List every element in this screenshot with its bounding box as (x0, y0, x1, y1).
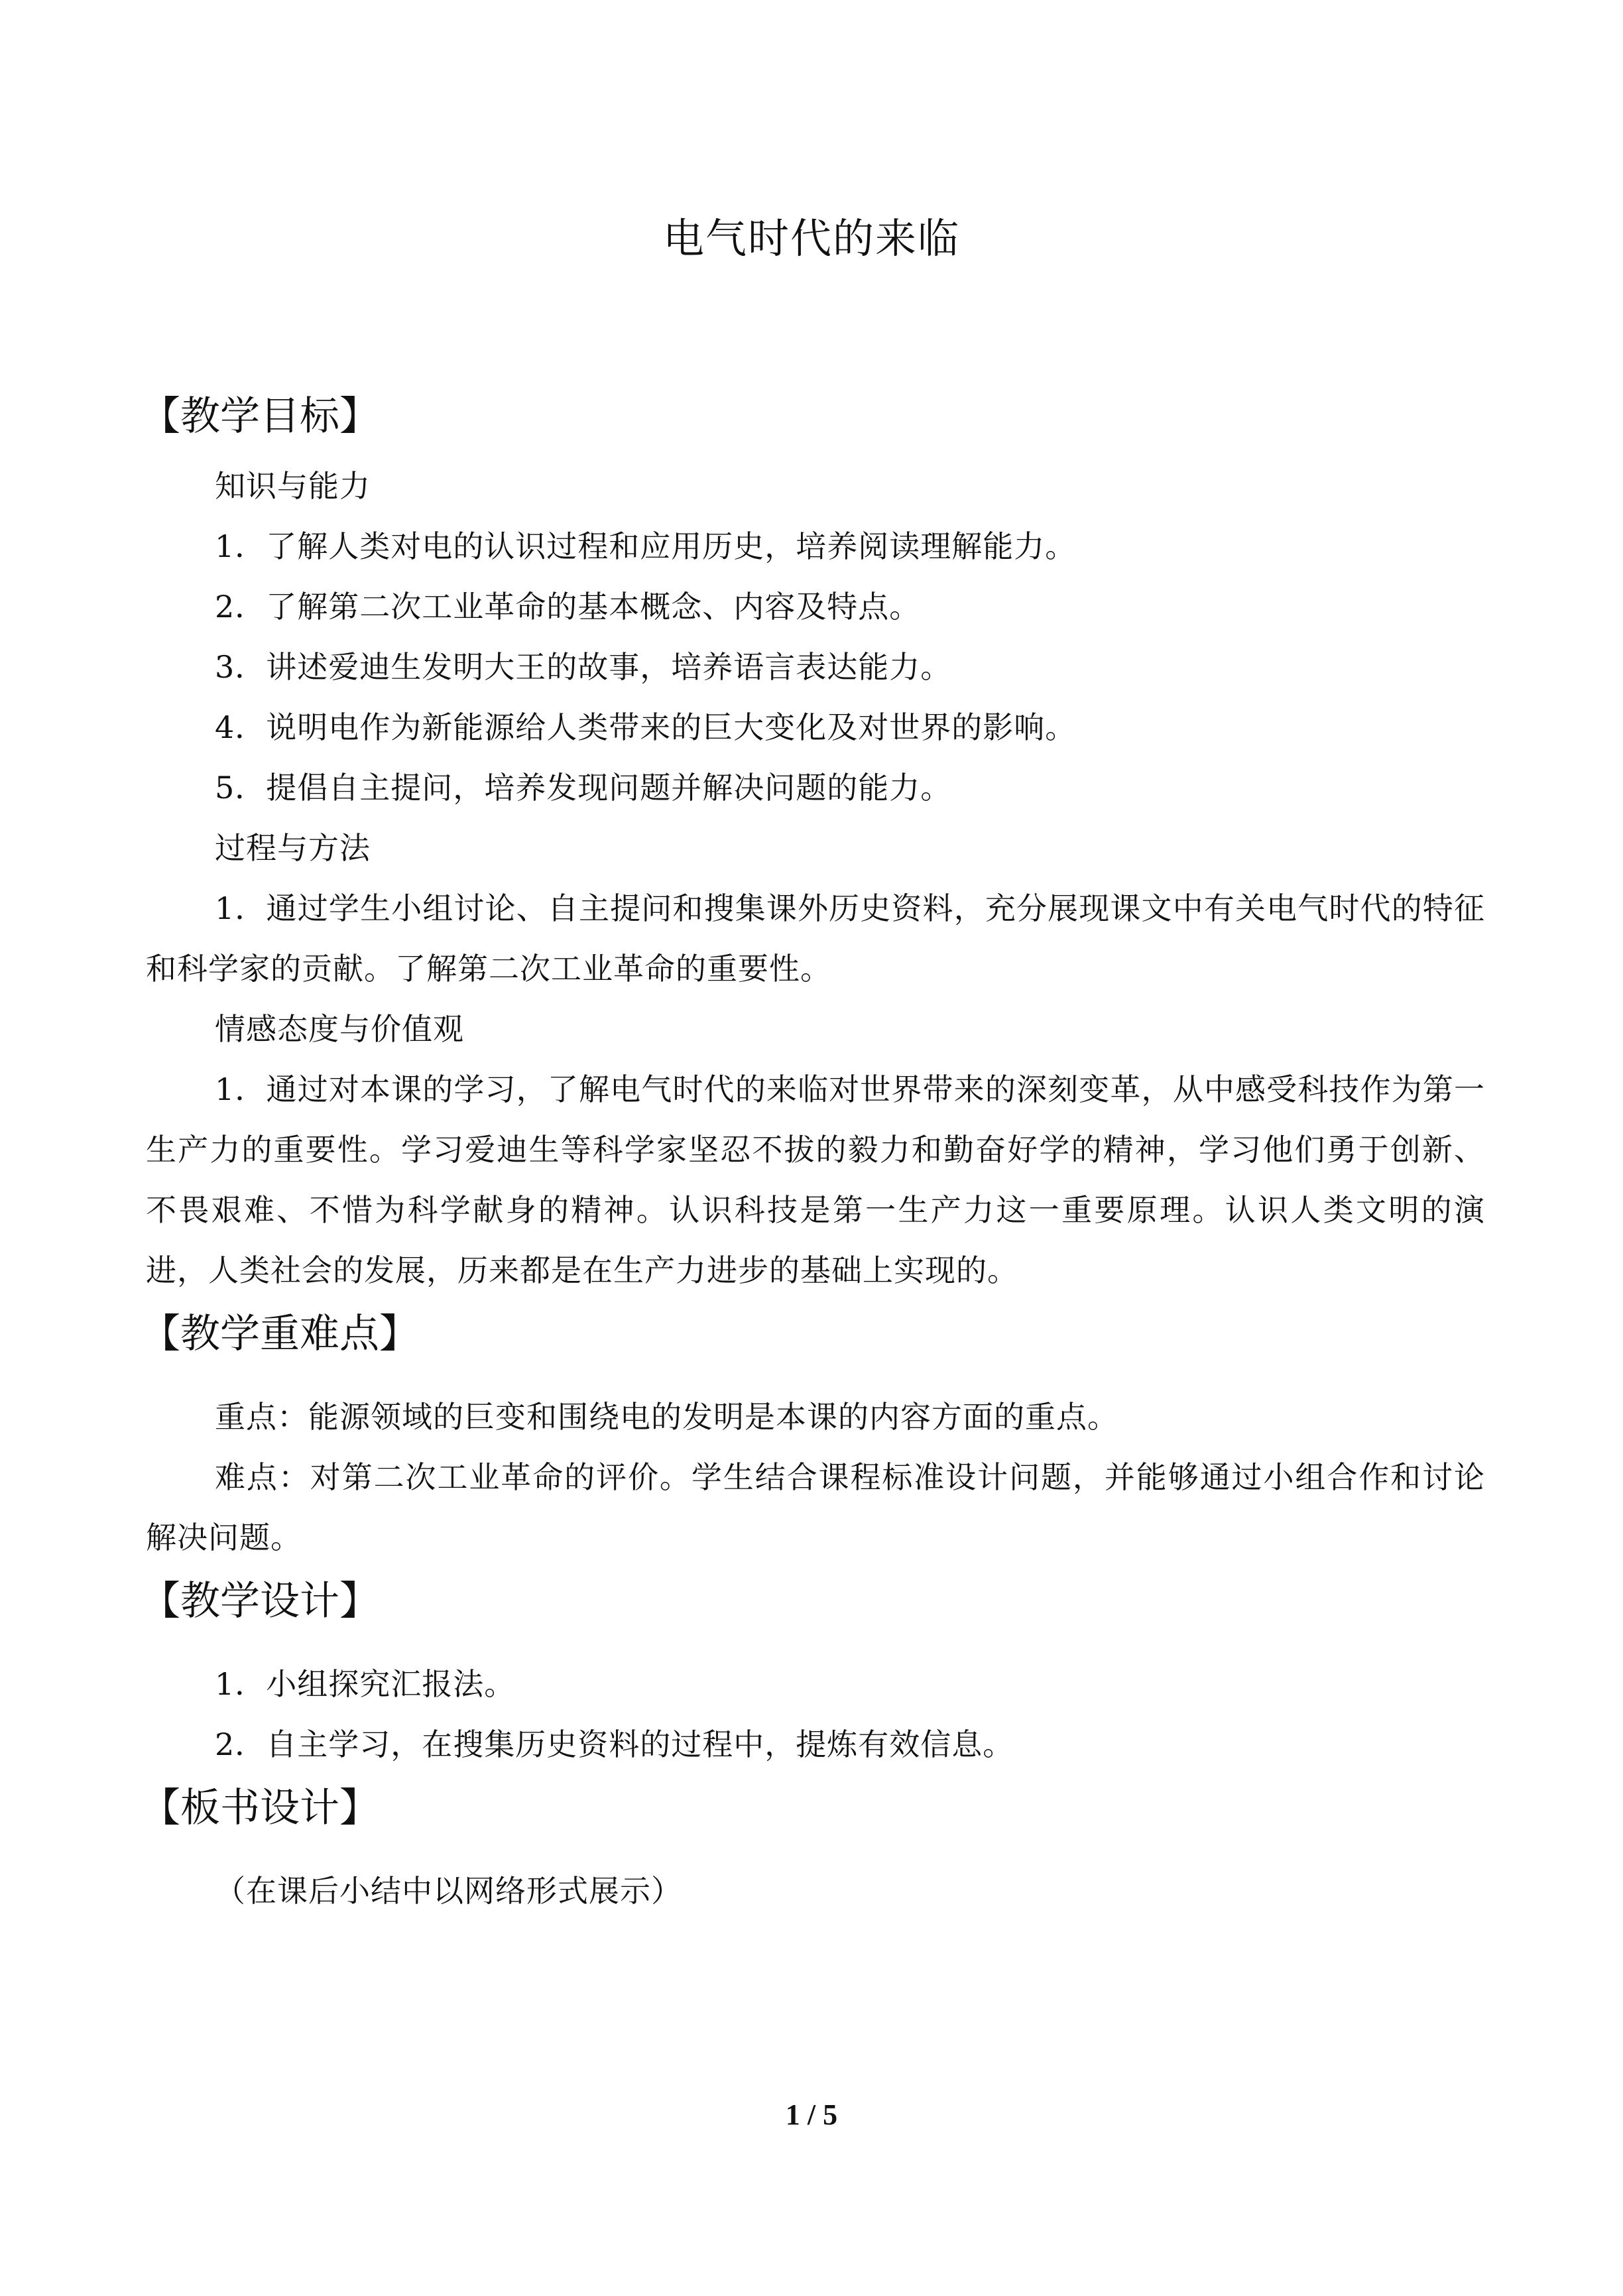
board-note: （在课后小结中以网络形式展示） (215, 1873, 682, 1909)
knowledge-item-1: 1．了解人类对电的认识过程和应用历史，培养阅读理解能力。 (215, 528, 1077, 564)
subheading-knowledge: 知识与能力 (215, 468, 371, 504)
subheading-emotion: 情感态度与价值观 (215, 1011, 464, 1047)
section-heading-design: 【教学设计】 (141, 1578, 379, 1624)
page-number: 1 / 5 (785, 2098, 838, 2131)
knowledge-item-2: 2．了解第二次工业革命的基本概念、内容及特点。 (215, 589, 921, 625)
key-point-focus: 重点：能源领域的巨变和围绕电的发明是本课的内容方面的重点。 (215, 1399, 1118, 1435)
emotion-item-1: 1．通过对本课的学习，了解电气时代的来临对世界带来的深刻变革，从中感受科技作为第一生产力的重要性。学习爱迪生等科学家坚忍不拔的毅力和勤奋好学的精神，学习他们勇于创新、不畏艰难、不惜为科学献身的精神。认识科技是第一生产力这一重要原理。认识人类文明的演进，人类社会的发展，历来都是在生产力进步的基础上实现的。 (146, 1071, 1485, 1288)
section-heading-objectives: 【教学目标】 (141, 393, 379, 440)
knowledge-item-5: 5．提倡自主提问，培养发现问题并解决问题的能力。 (215, 770, 952, 806)
design-item-1: 1．小组探究汇报法。 (215, 1666, 516, 1702)
knowledge-item-4: 4．说明电作为新能源给人类带来的巨大变化及对世界的影响。 (215, 709, 1077, 745)
knowledge-item-3: 3．讲述爱迪生发明大王的故事，培养语言表达能力。 (215, 649, 952, 685)
key-point-difficulty: 难点：对第二次工业革命的评价。学生结合课程标准设计问题，并能够通过小组合作和讨论解决问题。 (146, 1459, 1485, 1555)
process-item-1: 1．通过学生小组讨论、自主提问和搜集课外历史资料，充分展现课文中有关电气时代的特征和科学家的贡献。了解第二次工业革命的重要性。 (146, 890, 1485, 987)
section-heading-board: 【板书设计】 (141, 1785, 379, 1831)
subheading-process: 过程与方法 (215, 830, 371, 866)
document-title: 电气时代的来临 (662, 214, 960, 263)
section-heading-key-points: 【教学重难点】 (141, 1311, 419, 1357)
document-body (141, 383, 1485, 1921)
design-item-2: 2．自主学习，在搜集历史资料的过程中，提炼有效信息。 (215, 1726, 1014, 1762)
